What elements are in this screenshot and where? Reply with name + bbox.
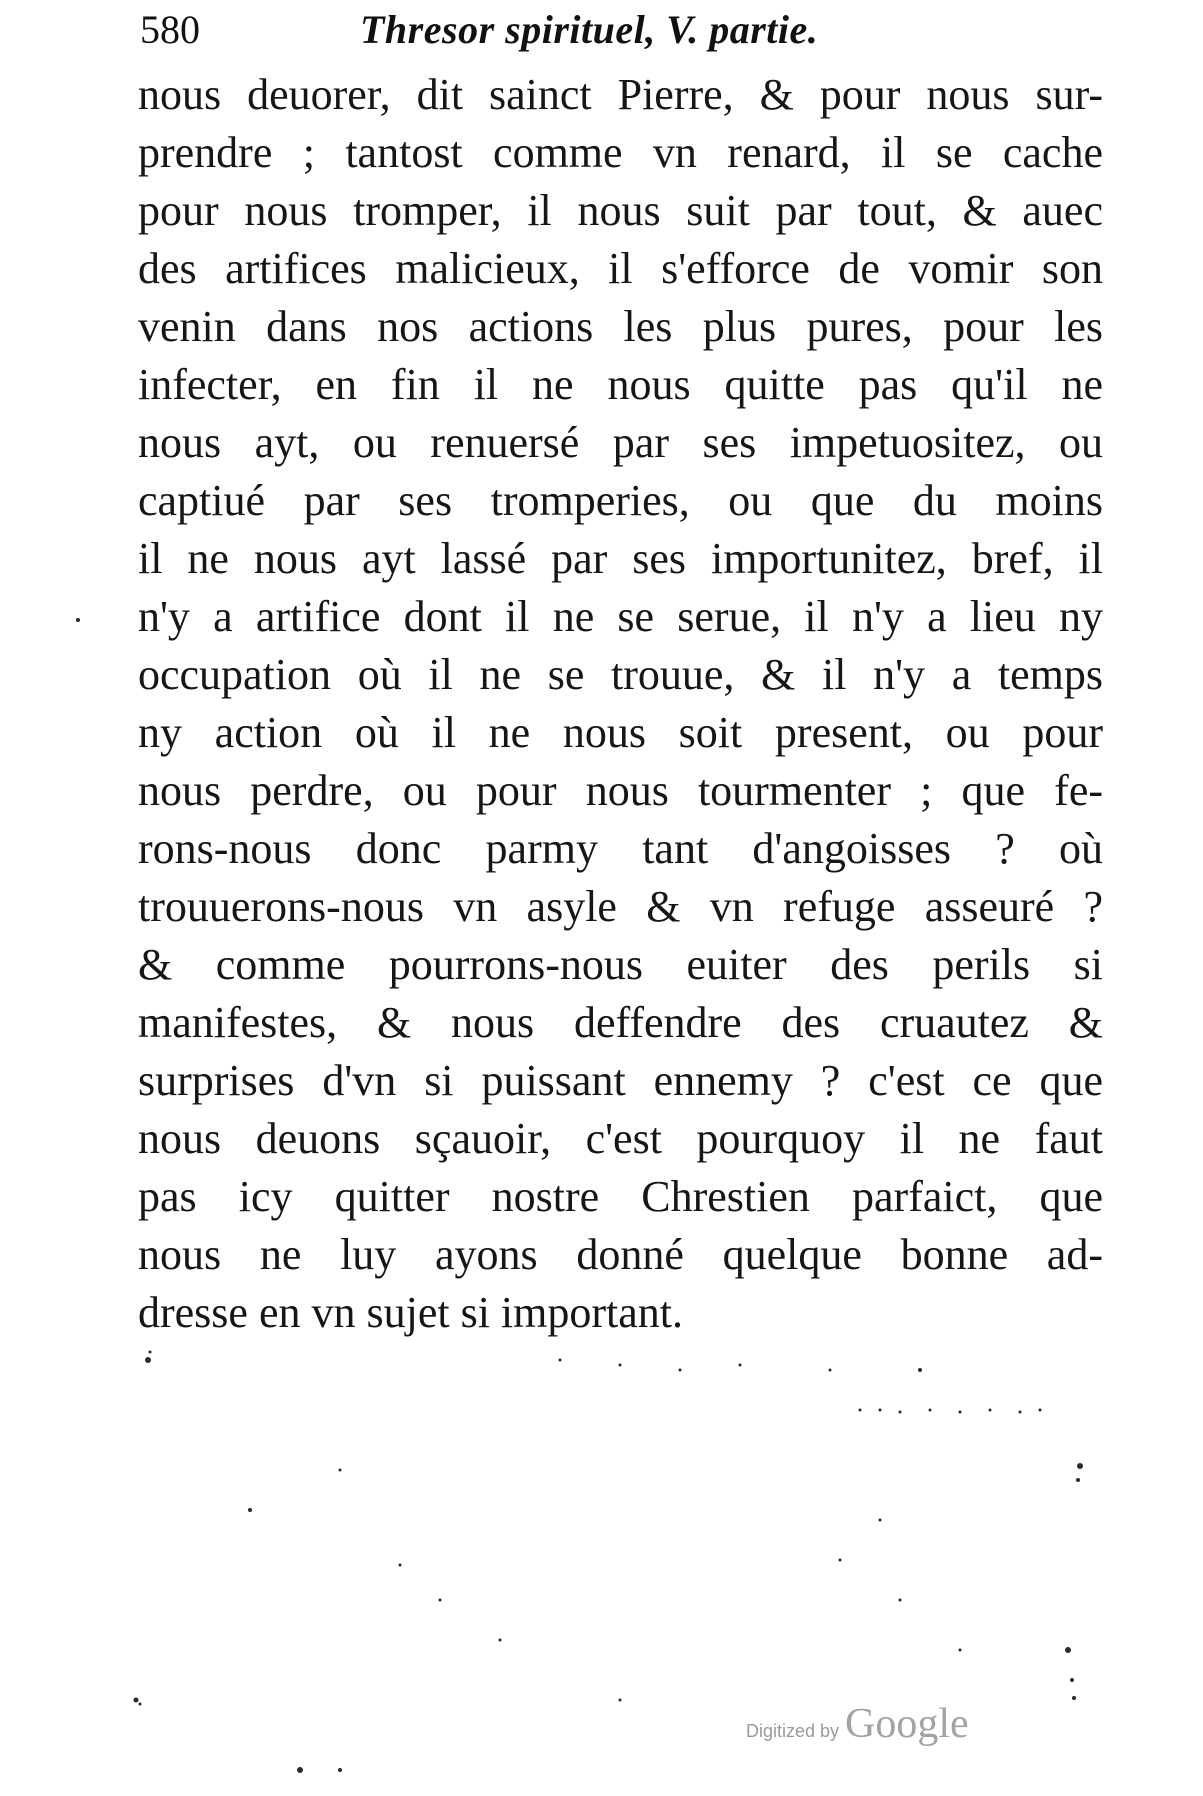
text-line: rons-nous donc parmy tant d'angoisses ? où	[138, 824, 1103, 873]
running-head-title: Thresor spirituel, V. partie.	[360, 7, 819, 52]
text-line: dresse en vn sujet si important.	[138, 1288, 684, 1337]
text-line: ny action où il ne nous soit present, ou pour	[138, 708, 1103, 757]
page-number: 580	[140, 7, 200, 52]
digitized-by-google-watermark	[746, 1700, 969, 1748]
text-line: prendre ; tantost comme vn renard, il se cache	[138, 128, 1103, 177]
text-line: trouuerons-nous vn asyle & vn refuge asseuré ?	[138, 882, 1103, 931]
text-line: surprises d'vn si puissant ennemy ? c'est ce que	[138, 1056, 1103, 1105]
text-line: nous deuons sçauoir, c'est pourquoy il ne faut	[138, 1114, 1103, 1163]
text-line: & comme pourrons-nous euiter des perils si	[138, 940, 1103, 989]
text-line: des artifices malicieux, il s'efforce de vomir son	[138, 244, 1103, 293]
text-line: n'y a artifice dont il ne se serue, il n'y a lieu ny	[138, 592, 1103, 641]
text-line: nous ayt, ou renuersé par ses impetuositez, ou	[138, 418, 1103, 467]
text-line: nous perdre, ou pour nous tourmenter ; que fe-	[138, 766, 1103, 815]
text-line: occupation où il ne se trouue, & il n'y a temps	[138, 650, 1103, 699]
text-line: infecter, en fin il ne nous quitte pas qu'il ne	[138, 360, 1103, 409]
text-line: manifestes, & nous deffendre des cruautez &	[138, 998, 1103, 1047]
text-line: venin dans nos actions les plus pures, pour les	[138, 302, 1103, 351]
text-line: nous ne luy ayons donné quelque bonne ad-	[138, 1230, 1103, 1279]
text-line: captiué par ses tromperies, ou que du moins	[138, 476, 1103, 525]
text-line: il ne nous ayt lassé par ses importunitez, bref, il	[138, 534, 1103, 583]
google-logo: Google	[845, 1701, 969, 1747]
text-line: nous deuorer, dit sainct Pierre, & pour nous sur-	[138, 70, 1103, 119]
watermark-prefix: Digitized by	[746, 1721, 840, 1741]
text-line: pas icy quitter nostre Chrestien parfaict, que	[138, 1172, 1103, 1221]
text-line: pour nous tromper, il nous suit par tout, & auec	[138, 186, 1103, 235]
